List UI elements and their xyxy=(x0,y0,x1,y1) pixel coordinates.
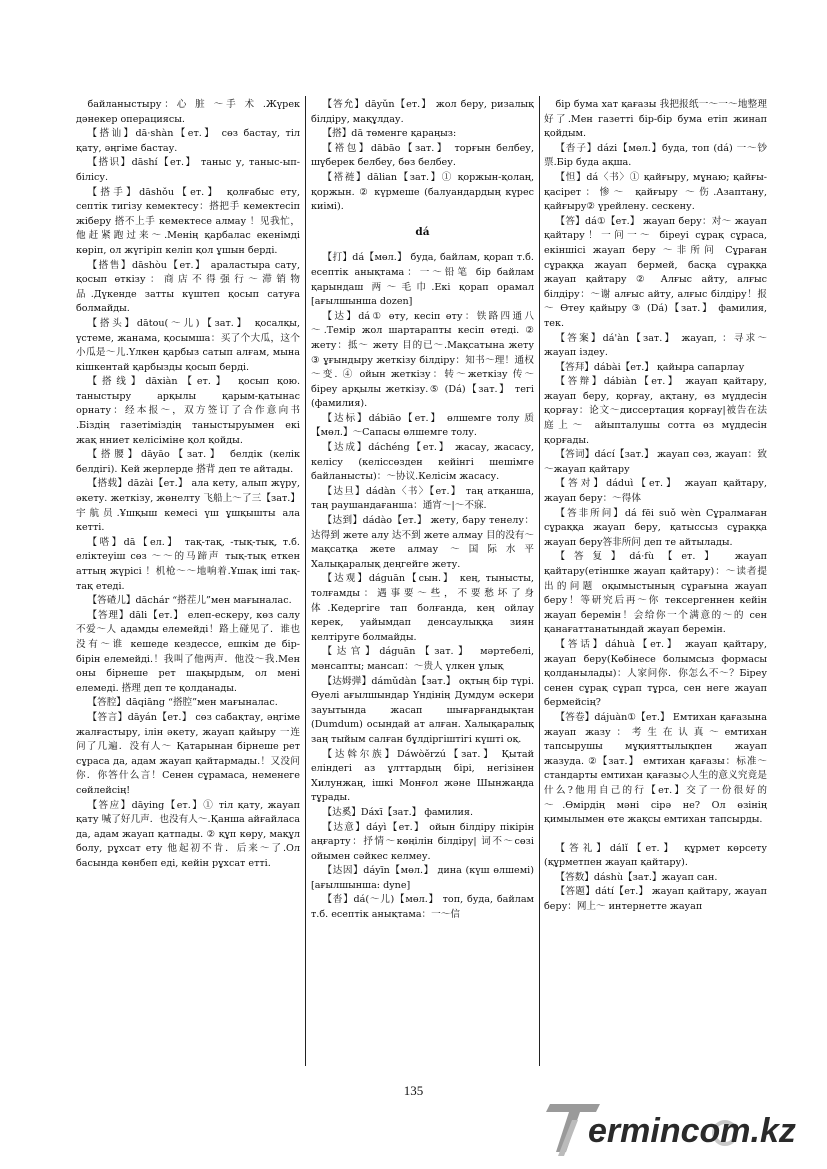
dictionary-entry: 【答数】dáshù【зат.】жауап сан. xyxy=(555,871,718,883)
dictionary-entry: 【达斡尔族】Dáwòěrzú【зат.】 Қытай еліндегі аз ұлттардың бірі, негізінен Хилунжаң, ішкі Монғол және Шынжаңда тұрады. xyxy=(311,748,534,804)
dictionary-entry: 【褡包】dābāo【зат.】 торғын белбеу, шүберек белбеу, бөз белбеу. xyxy=(311,142,534,169)
dictionary-entry: 【达标】dábiāo【ет.】 өлшемге толу 质【мөл.】～Сапасы өлшемге толу. xyxy=(311,412,534,439)
dictionary-entry: 【达奚】Dáxī【зат.】 фамилия. xyxy=(322,806,474,818)
dictionary-entry: 【搭讪】dā·shàn【ет.】 сөз бастау, тіл қату, әңгіме бастау. xyxy=(76,128,300,154)
dictionary-entry: 【答复】dá·fù【ет.】 жауап қайтару(етіншке жауап қайтару)：～读者提出的问题 оқымыстының сұрағына жауап беру！等研究后再～你 тексергеннен кейін жауап беремін！会给你一个满意的～的 сен қанағаттанатындай жауап беремін. xyxy=(544,551,767,636)
termincom-logo xyxy=(542,1090,812,1160)
dictionary-entry: 【答理】dāli【ет.】 елеп-ескеру, көз салу 不爱～人 адамды елемейді！路上碰见了．谁也没有～谁 кешеде кездессе, ешкім де бір-бірін елемейді.！我叫了他两声．他没～我.Мен оны бірнеше рет шақырдым, ол мені елемеді. 搭理 деп те қолданады. xyxy=(76,609,300,694)
dictionary-entry: 【答拜】dábài【ет.】 қайыра сапарлау xyxy=(555,361,745,373)
page-number: 135 xyxy=(403,1083,424,1098)
dictionary-entry: байланыстыру：心 脏 ～手 术 .Жүрек дәнекер операциясы. xyxy=(76,99,300,125)
dictionary-entry: 【达成】dáchéng【ет.】 жасау, жасасу, келісу (келіссөзден кейінгі шешімге байланысты)：～协议.Келісім жасасу. xyxy=(311,442,534,483)
dictionary-entry: 【搭载】dāzài【ет.】 ала кету, алып жүру, әкету. жеткізу, жөнелту 飞船上～了三【зат.】宇航员.Ұшқыш кемесі үш ұшқышты ала кетті. xyxy=(76,478,300,534)
dictionary-entry: 【嗒】dā【ел.】 тақ-тақ, -тық-тық, т.б. еліктеуіш сөз ～～的马蹄声 тық-тық еткен аттың жүрісі ！机枪～～地响着.Ұшақ іші тақ-тақ етеді. xyxy=(76,536,300,592)
dictionary-entry: 【答话】dáhuà【ет.】 жауап қайтару, жауап беру(Көбінесе болымсыз формасы қолданылады)：人家问你．你怎么不～？Біреу сенен сұрақ сұрап тұрса, сен неге жауап бермейсің? xyxy=(544,638,767,709)
dictionary-entry: бір бума хат қағазы 我把报纸一～一～地整理好了.Мен газетті бір-бір бума етіп жинап қойдым. xyxy=(544,99,767,140)
dictionary-entry: 【答应】dāying【ет.】① тіл қату, жауап қату 喊了好几声．也没有人～.Қанша айғайласа да, адам жауап қатпады. ② құп көру, мақұл болу, рұхсат ету 他起初不肯．后来～了.Ол басында көнбеп еді, кейін рұхсат етті. xyxy=(76,799,300,869)
dictionary-entry: 【答辩】dábiàn【ет.】 жауап қайтару, жауап беру, қорғау, ақтану, өз мүддесін қорғау：论文～диссертация қорғау|被告在法庭上～ айыпталушы сотта өз мүддесін қорғады. xyxy=(544,376,767,446)
dictionary-entry: 【怛】dá〈书〉① қайғыру, мұнаю; қайғы-қасірет：惨～ қайғыру ～伤.Азаптану, қайғыру② үрейлену. сескену. xyxy=(544,171,767,213)
dictionary-entry: 【答允】dāyǔn【ет.】 жол беру, ризалық білдіру, мақұлдау. xyxy=(311,99,534,125)
dictionary-entry: 【答卷】dájuàn①【ет.】 Емтихан қағазына жауап жазу：考生在认真～емтихан тапсырушы мұқияттылықпен жауап жазуда. ②【зат.】 емтихан қағазы：标准～ стандарты емтихан қағазы◇人生的意义究竟是什么?他用自己的行【ет.】交了一份很好的～.Өмірдің мәні сірә не? Ол өзінің қимылымен өте жақсы емтихан тапсырды. xyxy=(544,711,767,826)
dictionary-entry: 【沓子】dázi【мөл.】буда, топ (dá) 一～钞票.Бір буда ақша. xyxy=(544,142,767,169)
spacer xyxy=(544,828,767,842)
dictionary-entry: 【褡裢】dālian【зат.】① қоржын-қолаң, қоржын. ② күрмеше (балуандардың күрес киімі). xyxy=(311,171,534,213)
dictionary-entry: 【答词】dácí【зат.】 жауап сөз, жауап：致～жауап қайтару xyxy=(544,449,767,475)
dictionary-entry: 【答言】dāyán【ет.】 сөз сабақтау, әңгіме жалғастыру, ілін әкету, жауап қайыру 一连问了几遍．没有人～ Қатарынан бірнеше рет сұраса да, адам жауап қайтармады.！又没问你．你答什么言！Сенен сұрамаса, неменеге сөйлейсің! xyxy=(76,711,300,796)
column-left xyxy=(76,98,300,1068)
dictionary-entry: 【答礼】dálǐ【ет.】 құрмет көрсету (құрметпен жауап қайтару). xyxy=(544,842,767,869)
dictionary-entry: 【达到】dádào【ет.】 жету, бару тенелу：达得到 жете алу 达不到 жете алмау 目的没有～мақсатқа жете алмау ～国际水平 Халықаралық деңгейге жету. xyxy=(311,515,534,570)
column-right xyxy=(544,98,767,1068)
dictionary-entry: 【达意】dáyì【ет.】 ойын білдіру пікірін аңғарту：抒情～көңілін білдіру| 词不～сөзі ойымен сәйкес келмеу. xyxy=(311,821,534,862)
dictionary-entry: 【答题】dátí【ет.】 жауап қайтару, жауап беру：网上～ интернетте жауап xyxy=(544,886,767,913)
column-divider xyxy=(539,96,540,1066)
dictionary-entry: 【打】dá【мөл.】 буда, байлам, қорап т.б. есептік анықтама：一～铅笔 бір байлам қарындаш 两～毛巾.Екі қорап орамал [ағылшынша dozen] xyxy=(311,252,534,308)
dictionary-entry: 【达观】dáguān【сын.】 кең, тынысты, толғамды：遇事要～些，不要愁坏了身体.Кедергіге тап болғанда, кең ойлау керек, уайымдап денсаулыққа зиян келтіруге болмайды. xyxy=(311,573,534,643)
dictionary-entry: 【搭售】dāshòu【ет.】 араластыра сату, қосып өткізу：商店不得强行～滞销物品.Дүкенде затты күштеп қосып сатуға болмайды. xyxy=(76,259,300,315)
dictionary-entry: 【搭线】dāxiàn【ет.】 қосып қою. таныстыру арқылы қарым-қатынас орнату：经本报～，双方签订了合作意向书 .Біздің газетіміздің таныстыруымен екі жақ нниет келісіміне қол қойды. xyxy=(76,376,300,446)
dictionary-entry: 【搭手】dāshǒu【ет.】 қолғабыс ету, септік тигізу кемектесу：搭把手 кемектесіп жіберу 搭不上手 кемектесе алмау ！见我忙，他赶紧跑过来～.Менің қарбалас екенімді көріп, ол жүгіріп келіп қол ұшын берді. xyxy=(76,186,300,256)
column-middle xyxy=(311,98,534,1068)
dictionary-entry: 【沓】dá(～儿)【мөл.】 топ, буда, байлам т.б. есептік анықтама：一～信 xyxy=(311,894,534,921)
dictionary-entry: 【达】dá① өту, кесіп өту：铁路四通八～.Темір жол шартарапты кесіп өтеді. ② жету：抵～ жету 目的已～.Мақсатына жету ③ ұғындыру жеткізу білдіру：知书～理！通权～变. ④ ойын жеткізу：转～жеткізу 传～біреу арқылы жеткізу.⑤ (Dá)【зат.】 тегі (фамилия). xyxy=(311,310,534,410)
dictionary-entry: 【搭识】dāshí【ет.】 таныс у, таныс-ып-білісу. xyxy=(76,157,300,183)
svg-text:ermincom.kz: ermincom.kz xyxy=(588,1112,796,1150)
dictionary-entry: 【达官】dáguān【зат.】 мәртебелі, мәнсапты; мансап：～贵人 үлкен ұлық xyxy=(311,646,534,672)
column-divider xyxy=(305,96,306,1066)
dictionary-entry: 【达因】dáyīn【мөл.】 дина (күш өлшемі) [ағылшынша: dyne] xyxy=(311,865,534,891)
dictionary-entry: 【答腔】dāqiāng “搭腔”мен мағыналас. xyxy=(87,697,278,709)
dictionary-entry: 【答碴儿】dāchár “搭茬儿”мен мағыналас. xyxy=(87,595,292,607)
dictionary-entry: 【达旦】dádàn〈书〉【ет.】 таң атқанша, таң раушандағанша：通宵～|～不寐. xyxy=(311,485,534,512)
section-heading: dá xyxy=(415,225,430,238)
dictionary-entry: 【答】dá①【ет.】 жауап беру：对～ жауап қайтару！一问一～ біреуі сұрақ сұраса, екіншісі жауап беру ～非所问 Сұраған сұраққа жауап бермей, басқа сұраққа жауап қайтару ② Алғыс айту, алғыс білдіру：～谢 алғыс айту, алғыс білдіру！报～ Өтеу қайыру ③ (Dá)【зат.】 фамилия, тек. xyxy=(544,215,767,329)
dictionary-entry: 【搭腰】dāyāo【зат.】 белдік (келік белдігі). Кей жерлерде 搭背 деп те айтады. xyxy=(76,449,300,475)
dictionary-entry: 【答非所问】dá fēi suǒ wèn Сұралмаған сұраққа жауап беру, қатыссыз сұраққа жауап беру答非所问 деп те айтылады. xyxy=(544,507,767,548)
dictionary-entry: 【答案】dá'àn【зат.】 жауап, ：寻求～жауап іздеу. xyxy=(544,332,767,359)
dictionary-entry: 【达姆弹】dámǔdàn【зат.】 оқтың бір түрі. Өуелі ағылшындар Үндінің Думдум әскери зауытында жасап шығарғандықтан (Dumdum) осындай ат алған. Халықаралық заң тыйым салған бұлдіргіштігі күшті оқ. xyxy=(311,675,534,745)
dictionary-entry: 【搭头】dātou(～儿)【зат.】 қосалқы, үстеме, жанама, қосымша：买了个大瓜，这个小瓜是～儿.Үлкен қарбыз сатып алғам, мына кішкентай қарбызды қосып берді. xyxy=(76,317,300,373)
dictionary-entry: 【答对】dáduì【ет.】 жауап қайтару, жауап беру：～得体 xyxy=(544,478,767,505)
dictionary-entry: 【搭】dā төменге қараңыз: xyxy=(322,128,457,140)
